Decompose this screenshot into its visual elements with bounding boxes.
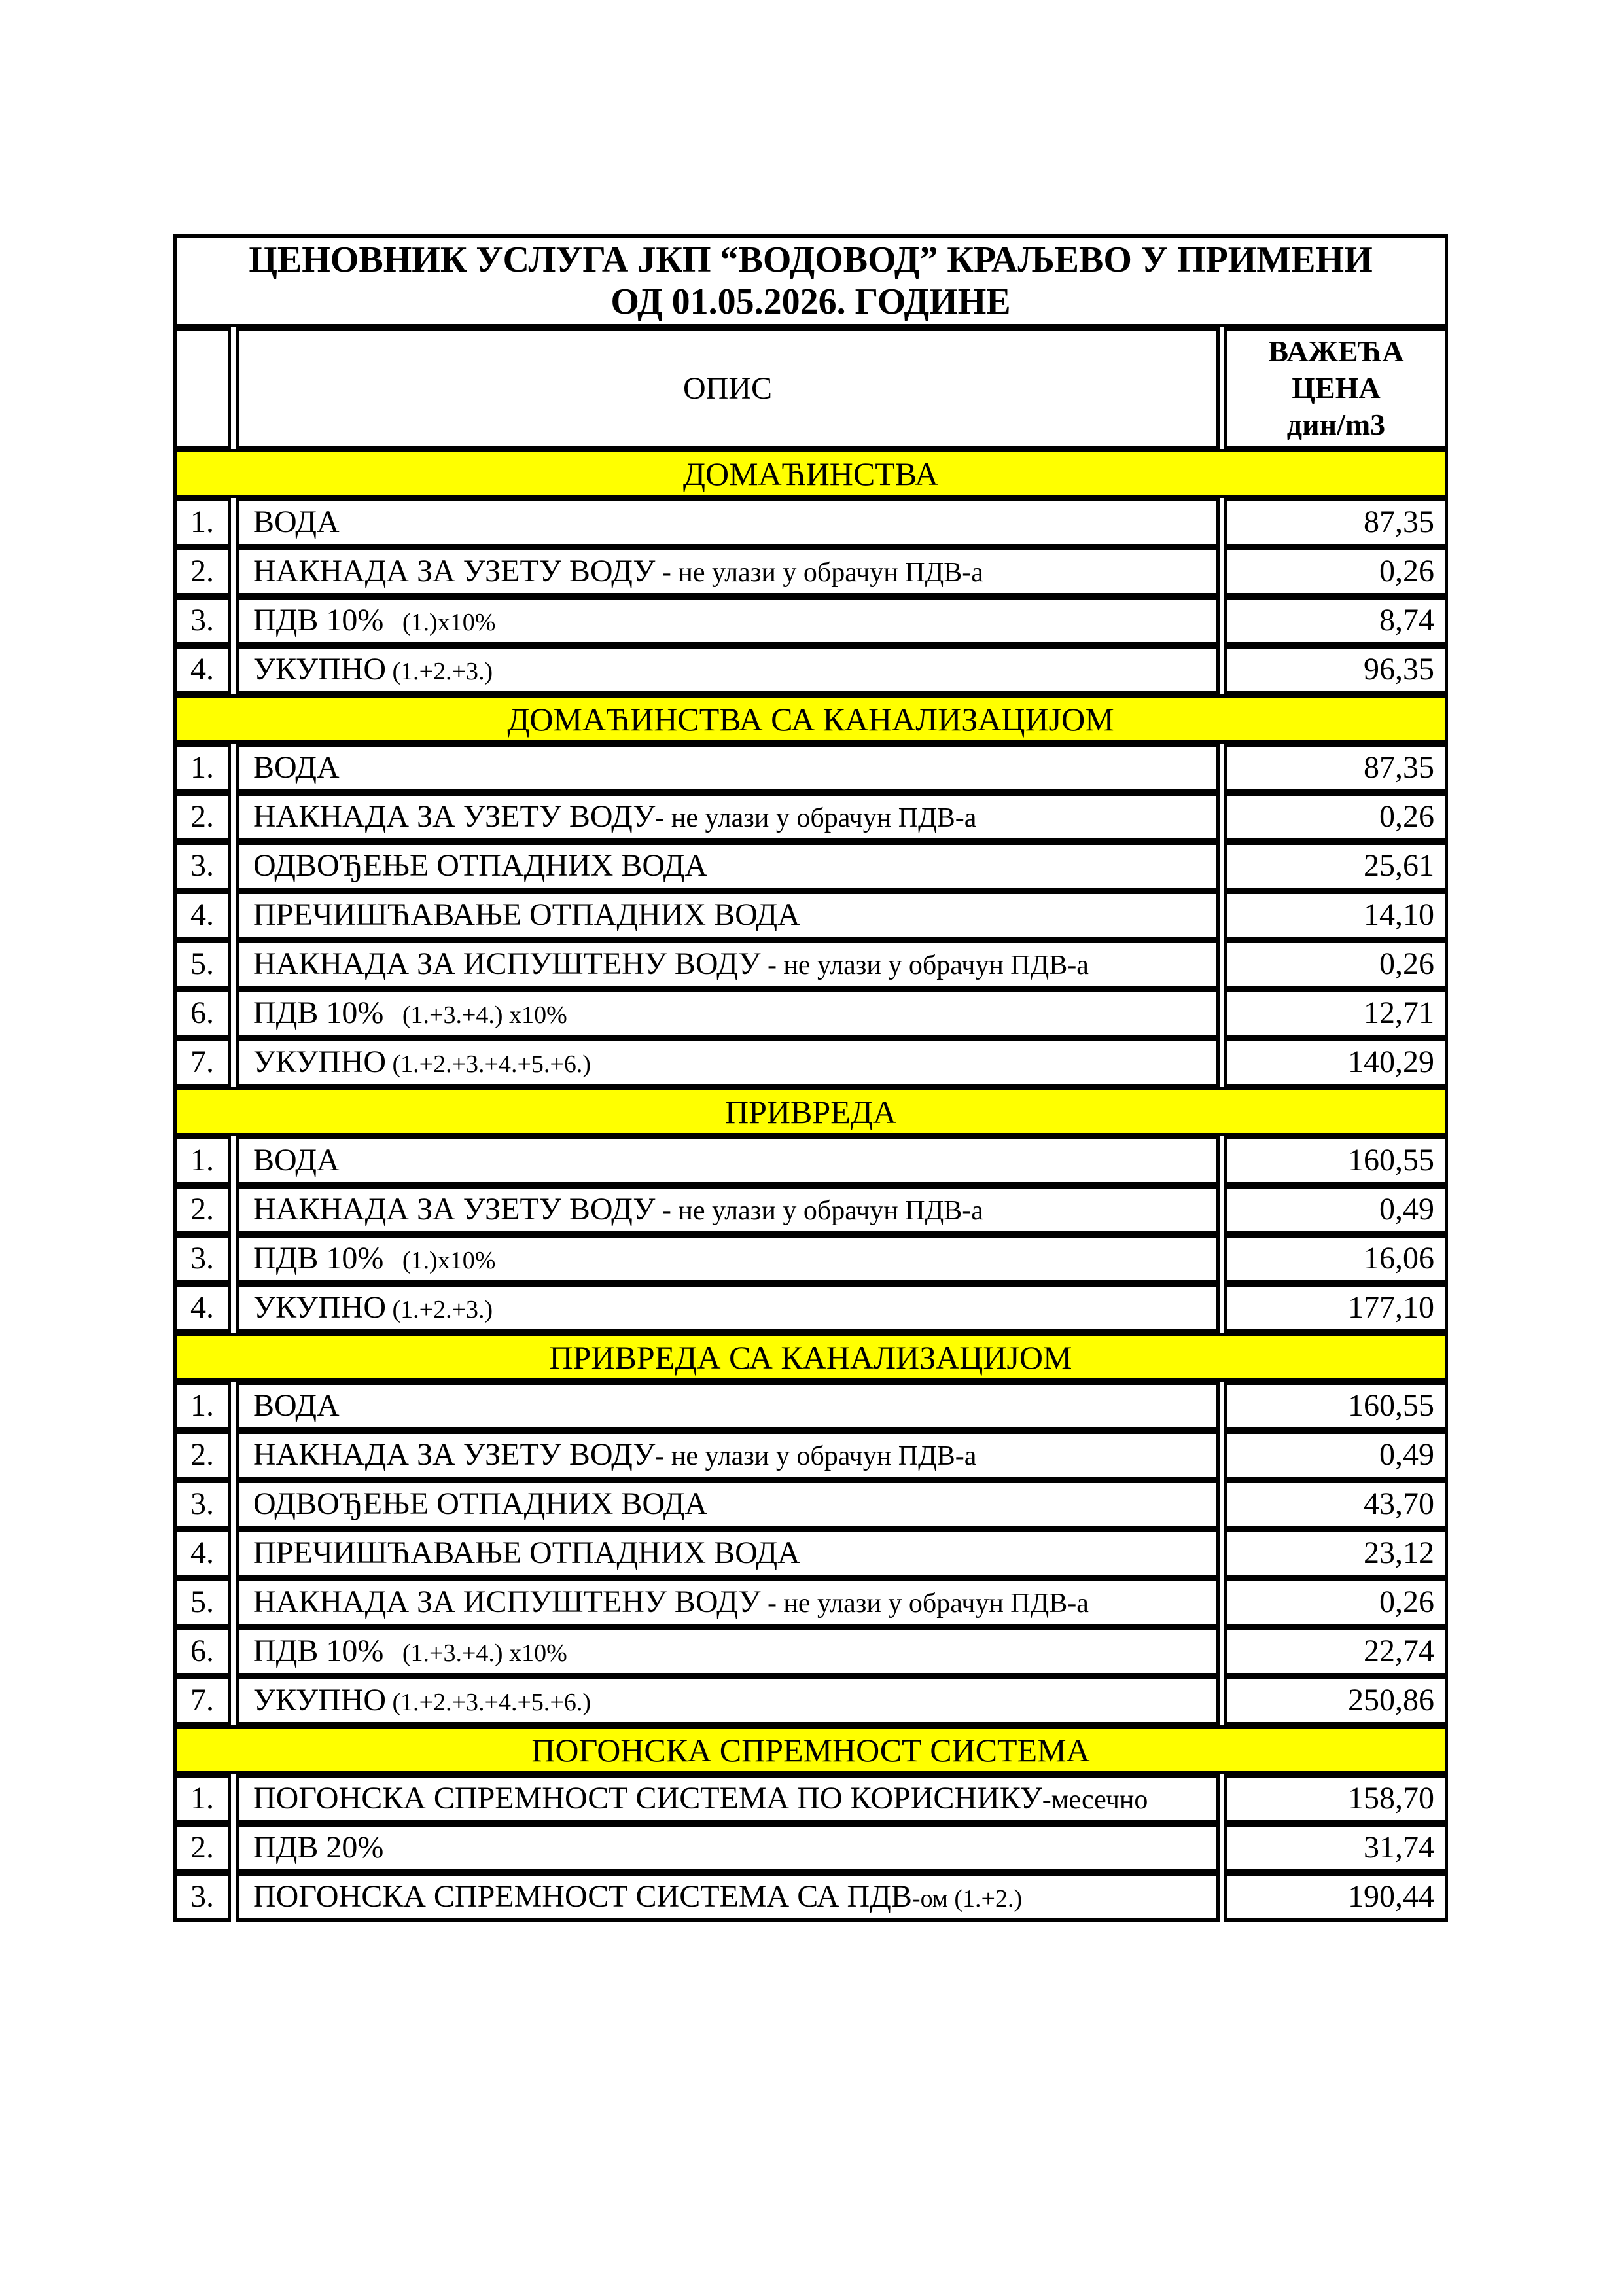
row-description-main: ПОГОНСКА СПРЕМНОСТ СИСТЕМА СА ПДВ [253, 1879, 912, 1914]
table-row [173, 842, 1448, 891]
row-description-main: УКУПНО [253, 1683, 387, 1717]
row-description-note: - не улази у обрачун ПДВ-а [655, 1196, 983, 1226]
row-price: 0,49 [1224, 1431, 1448, 1480]
table-row [173, 645, 1448, 694]
row-description [236, 1185, 1220, 1234]
row-description-main: НАКНАДА ЗА УЗЕТУ ВОДУ [253, 1192, 656, 1227]
row-number: 1. [173, 744, 231, 793]
row-price: 31,74 [1224, 1823, 1448, 1873]
section-title: ПОГОНСКА СПРЕМНОСТ СИСТЕМА [531, 1731, 1090, 1768]
row-description-note: -месечно [1042, 1785, 1148, 1815]
row-description-main: ПОГОНСКА СПРЕМНОСТ СИСТЕМА ПО КОРИСНИКУ [253, 1781, 1042, 1816]
row-price: 12,71 [1224, 989, 1448, 1038]
row-description [236, 989, 1220, 1038]
row-number: 3. [173, 1234, 231, 1283]
table-row [173, 1823, 1448, 1873]
row-number: 4. [173, 1283, 231, 1333]
row-description [236, 891, 1220, 940]
row-description [236, 1627, 1220, 1676]
table-row [173, 498, 1448, 547]
row-number: 5. [173, 1578, 231, 1627]
table-row [173, 891, 1448, 940]
row-description-main: ВОДА [253, 1143, 340, 1177]
row-description [236, 1136, 1220, 1185]
row-number: 2. [173, 1823, 231, 1873]
table-row [173, 1627, 1448, 1676]
row-description-note: - не улази у обрачун ПДВ-а [760, 1588, 1089, 1619]
table-row [173, 1038, 1448, 1087]
row-description [236, 1480, 1220, 1529]
row-price: 0,26 [1224, 793, 1448, 842]
table-row [173, 744, 1448, 793]
row-description-note: - не улази у обрачун ПДВ-а [655, 558, 983, 588]
row-number: 4. [173, 891, 231, 940]
row-description-main: ПРЕЧИШЋАВАЊЕ ОТПАДНИХ ВОДА [253, 897, 800, 932]
row-description [236, 1774, 1220, 1823]
row-description-note: - не улази у обрачун ПДВ-а [655, 803, 977, 833]
row-price: 25,61 [1224, 842, 1448, 891]
row-description-main: НАКНАДА ЗА УЗЕТУ ВОДУ [253, 554, 656, 588]
table-row [173, 1234, 1448, 1283]
table-row [173, 989, 1448, 1038]
row-price: 160,55 [1224, 1382, 1448, 1431]
section-header-privreda-sa-kanalizacijom [173, 1333, 1448, 1382]
row-description-formula: (1.+2.+3.) [386, 1296, 493, 1323]
title-line-1: ЦЕНОВНИК УСЛУГА ЈКП “ВОДОВОД” КРАЉЕВО У ПРИМЕНИ [249, 240, 1373, 280]
column-header-description: ОПИС [236, 327, 1220, 449]
row-description-main: ПДВ 10% [253, 1634, 384, 1668]
row-number: 3. [173, 596, 231, 645]
row-description [236, 547, 1220, 596]
section-title: ДОМАЋИНСТВА СА КАНАЛИЗАЦИЈОМ [507, 700, 1114, 738]
table-row [173, 1431, 1448, 1480]
row-number: 3. [173, 1480, 231, 1529]
table-title [173, 234, 1448, 327]
row-description-main: ВОДА [253, 1388, 340, 1423]
row-price: 96,35 [1224, 645, 1448, 694]
column-header-row [173, 327, 1448, 449]
row-number: 1. [173, 498, 231, 547]
row-description-main: ПДВ 10% [253, 996, 384, 1030]
row-price: 14,10 [1224, 891, 1448, 940]
row-description-main: ОДВОЂЕЊЕ ОТПАДНИХ ВОДА [253, 1486, 708, 1521]
column-header-price [1224, 327, 1448, 449]
row-description-main: НАКНАДА ЗА ИСПУШТЕНУ ВОДУ [253, 1585, 761, 1619]
row-number: 1. [173, 1136, 231, 1185]
table-row [173, 1480, 1448, 1529]
row-description [236, 1529, 1220, 1578]
row-price: 177,10 [1224, 1283, 1448, 1333]
row-number: 1. [173, 1382, 231, 1431]
row-description [236, 1676, 1220, 1725]
row-number: 7. [173, 1676, 231, 1725]
column-header-number-cell [173, 327, 231, 449]
row-description-main: ОДВОЂЕЊЕ ОТПАДНИХ ВОДА [253, 848, 708, 883]
row-description-main: НАКНАДА ЗА УЗЕТУ ВОДУ [253, 799, 656, 834]
row-description-main: ПДВ 10% [253, 1241, 384, 1276]
row-description [236, 1873, 1220, 1922]
row-description-formula: (1.)x10% [383, 1247, 496, 1274]
row-price: 87,35 [1224, 744, 1448, 793]
row-description-formula: (1.+2.+3.) [386, 658, 493, 685]
row-description-main: УКУПНО [253, 652, 387, 687]
table-row [173, 1676, 1448, 1725]
row-description [236, 498, 1220, 547]
row-description-formula: -ом (1.+2.) [911, 1885, 1023, 1912]
row-description [236, 1038, 1220, 1087]
row-description-formula: (1.+3.+4.) x10% [383, 1640, 567, 1667]
row-description-formula: (1.+2.+3.+4.+5.+6.) [386, 1050, 591, 1078]
row-number: 3. [173, 1873, 231, 1922]
row-description [236, 744, 1220, 793]
row-number: 5. [173, 940, 231, 989]
table-row [173, 1529, 1448, 1578]
row-description-main: ПРЕЧИШЋАВАЊЕ ОТПАДНИХ ВОДА [253, 1535, 800, 1570]
row-description [236, 1431, 1220, 1480]
row-description [236, 1283, 1220, 1333]
row-price: 250,86 [1224, 1676, 1448, 1725]
row-number: 3. [173, 842, 231, 891]
row-price: 140,29 [1224, 1038, 1448, 1087]
section-header-privreda [173, 1087, 1448, 1136]
row-number: 2. [173, 547, 231, 596]
price-table [173, 234, 1448, 1922]
table-row [173, 547, 1448, 596]
section-title: ПРИВРЕДА СА КАНАЛИЗАЦИЈОМ [549, 1338, 1072, 1376]
row-number: 4. [173, 1529, 231, 1578]
section-header-domacinstva [173, 449, 1448, 498]
row-number: 6. [173, 1627, 231, 1676]
row-description [236, 842, 1220, 891]
row-price: 0,26 [1224, 547, 1448, 596]
row-price: 43,70 [1224, 1480, 1448, 1529]
price-header-line-2: ЦЕНА [1292, 371, 1381, 404]
row-description-main: ВОДА [253, 750, 340, 785]
row-description-formula: (1.+2.+3.+4.+5.+6.) [386, 1689, 591, 1716]
table-row [173, 1578, 1448, 1627]
row-price: 158,70 [1224, 1774, 1448, 1823]
row-price: 190,44 [1224, 1873, 1448, 1922]
row-price: 160,55 [1224, 1136, 1448, 1185]
row-description-main: УКУПНО [253, 1290, 387, 1325]
row-price: 0,26 [1224, 1578, 1448, 1627]
section-title: ДОМАЋИНСТВА [682, 455, 939, 492]
row-price: 23,12 [1224, 1529, 1448, 1578]
row-description [236, 1382, 1220, 1431]
row-description [236, 793, 1220, 842]
row-description-formula: (1.+3.+4.) x10% [383, 1001, 567, 1029]
row-number: 7. [173, 1038, 231, 1087]
table-row [173, 1185, 1448, 1234]
row-description [236, 645, 1220, 694]
row-description-note: - не улази у обрачун ПДВ-а [760, 950, 1089, 980]
row-price: 8,74 [1224, 596, 1448, 645]
table-row [173, 1136, 1448, 1185]
row-price: 16,06 [1224, 1234, 1448, 1283]
price-header-line-3: дин/m3 [1286, 408, 1386, 441]
row-number: 2. [173, 1185, 231, 1234]
row-number: 1. [173, 1774, 231, 1823]
row-description-formula: (1.)x10% [383, 609, 496, 636]
table-row [173, 596, 1448, 645]
table-row [173, 1283, 1448, 1333]
row-number: 6. [173, 989, 231, 1038]
title-line-2: ОД 01.05.2026. ГОДИНЕ [610, 281, 1011, 322]
row-number: 4. [173, 645, 231, 694]
row-description [236, 1234, 1220, 1283]
row-description-main: НАКНАДА ЗА ИСПУШТЕНУ ВОДУ [253, 946, 761, 981]
table-row [173, 1873, 1448, 1922]
row-price: 0,26 [1224, 940, 1448, 989]
row-description-main: ПДВ 10% [253, 603, 384, 637]
row-description [236, 1578, 1220, 1627]
row-description-main: ВОДА [253, 505, 340, 539]
row-price: 0,49 [1224, 1185, 1448, 1234]
row-description-main: УКУПНО [253, 1045, 387, 1079]
price-header-line-1: ВАЖЕЋА [1268, 334, 1404, 368]
row-description [236, 596, 1220, 645]
table-row [173, 940, 1448, 989]
row-description-main: НАКНАДА ЗА УЗЕТУ ВОДУ [253, 1437, 656, 1472]
row-description [236, 940, 1220, 989]
row-description [236, 1823, 1220, 1873]
row-price: 22,74 [1224, 1627, 1448, 1676]
row-description-main: ПДВ 20% [253, 1830, 384, 1865]
section-header-pogonska-spremnost [173, 1725, 1448, 1774]
row-number: 2. [173, 793, 231, 842]
row-price: 87,35 [1224, 498, 1448, 547]
row-number: 2. [173, 1431, 231, 1480]
section-title: ПРИВРЕДА [725, 1093, 896, 1130]
table-row [173, 1382, 1448, 1431]
table-row [173, 793, 1448, 842]
table-row [173, 1774, 1448, 1823]
row-description-note: - не улази у обрачун ПДВ-а [655, 1441, 977, 1471]
section-header-domacinstva-sa-kanalizacijom [173, 694, 1448, 744]
